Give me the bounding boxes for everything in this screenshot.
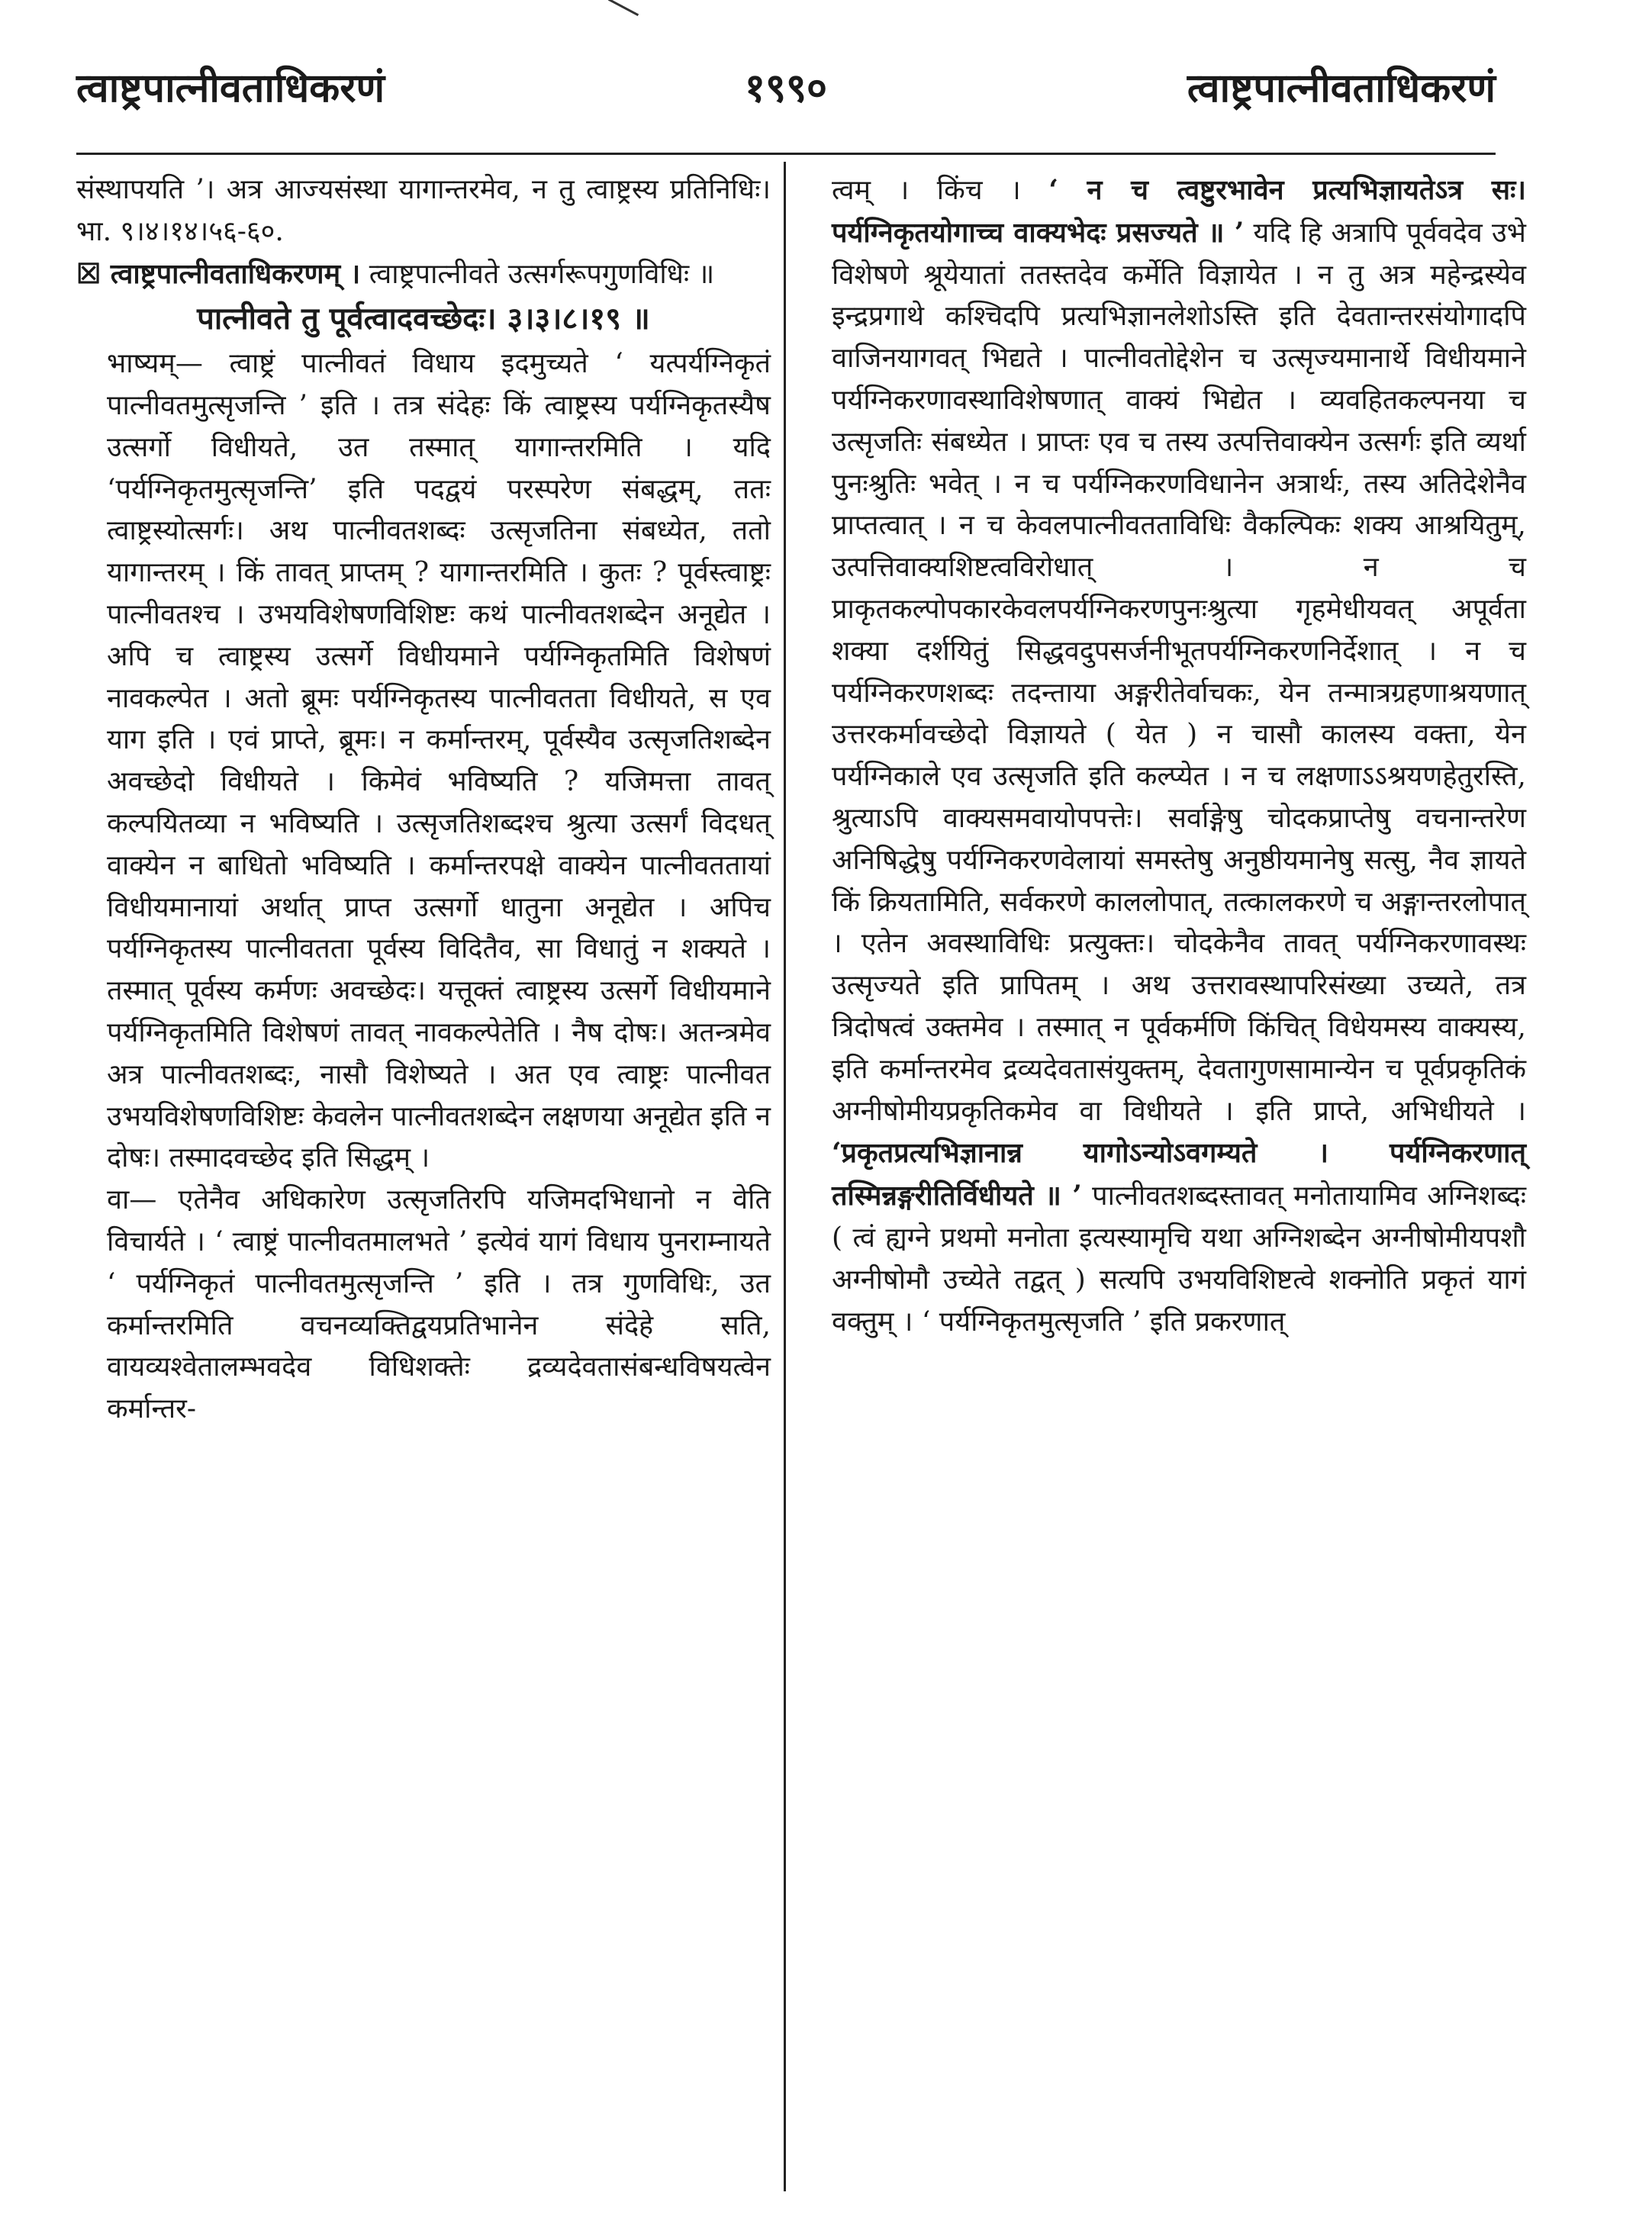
section-title: ☒ त्वाष्ट्रपात्नीवताधिकरणम् । — [76, 257, 361, 290]
vartika-paragraph: वा— एतेनैव अधिकारेण उत्सृजतिरपि यजिमदभिधानो न वेति विचार्यते । ‘ त्वाष्ट्रं पात्नीवतमालभते ’ इत्येवं यागं विधाय पुनराम्नायते ‘ पर्यग्निकृतं पात्नीवतमुत्सृजन्ति ’ इति । तत्र गुणविधिः, उत कर्मान्तरमिति वचनव्यक्तिद्वयप्रतिभानेन संदेहे सति, वायव्यश्वेतालम्भवदेव विधिशक्तेः द्रव्यदेवतासंबन्धविषयत्वेन कर्मान्तर- — [107, 1184, 771, 1425]
left-column — [76, 169, 771, 1431]
right-column — [832, 169, 1526, 1343]
paragraph-start: त्वम् । किंच । — [832, 175, 1021, 206]
right-paragraph-1 — [832, 169, 1526, 1343]
sutra-line: पात्नीवते तु पूर्वत्वादवच्छेदः। ३।३।८।१९ ॥ — [197, 301, 650, 337]
page-number: १९९० — [744, 65, 828, 111]
header-rule — [76, 153, 1496, 155]
paragraph-continuation: संस्थापयति ’। अत्र आज्यसंस्था यागान्तरमेव, न तु त्वाष्ट्रस्य प्रतिनिधिः। भा. ९।४।१४।५६-६०. — [76, 174, 771, 247]
verse-quote-2: ‘प्रकृतप्रत्यभिज्ञानान्न यागोऽन्योऽवगम्यते । पर्यग्निकरणात् तस्मिन्नङ्गरीतिर्विधीयते ॥ ’ — [832, 1137, 1526, 1212]
verse-quote-1: ‘ न च त्वष्टुरभावेन प्रत्यभिज्ञायतेऽत्र सः। पर्यग्निकृतयोगाच्च वाक्यभेदः प्रसज्यते ॥ ’ — [832, 174, 1526, 249]
running-head-left: त्वाष्ट्रपात्नीवताधिकरणं — [76, 65, 385, 111]
page-header — [76, 60, 1496, 128]
section-subtitle: त्वाष्ट्रपात्नीवते उत्सर्गरूपगुणविधिः ॥ — [369, 258, 715, 290]
column-divider — [784, 162, 786, 2191]
paragraph-final: पात्नीवतशब्दस्तावत् मनोतायामिव अग्निशब्दः ( त्वं ह्यग्ने प्रथमो मनोता इत्यस्यामृचि यथा अग्निशब्देन अग्नीषोमीयपशौ अग्नीषोमौ उच्येते तद्वत् ) सत्यपि उभयविशिष्टत्वे शक्नोति प्रकृतं यागं वक्तुम् । ‘ पर्यग्निकृतमुत्सृजति ’ इति प्रकरणात् — [832, 1180, 1526, 1338]
scan-mark — [608, 0, 639, 16]
paragraph-body: यदि हि अत्रापि पूर्ववदेव उभे विशेषणे श्रूयेयातां ततस्तदेव कर्मेति विज्ञायेत । न तु अत्र महेन्द्रस्येव इन्द्रप्रगाथे कश्चिदपि प्रत्यभिज्ञानलेशोऽस्ति इति देवतान्तरसंयोगादपि वाजिनयागवत् भिद्यते । पात्नीवतोद्देशेन च उत्सृज्यमानार्थे विधीयमाने पर्यग्निकरणावस्थाविशेषणात् वाक्यं भिद्येत । व्यवहितकल्पनया च उत्सृजतिः संबध्येत । प्राप्तः एव च तस्य उत्पत्तिवाक्येन उत्सर्गः इति व्यर्था पुनःश्रुतिः भवेत् । न च पर्यग्निकरणविधानेन अत्रार्थः, तस्य अतिदेशेनैव प्राप्तत्वात् । न च केवलपात्नीवतताविधिः वैकल्पिकः शक्य आश्रयितुम्, उत्पत्तिवाक्यशिष्टत्वविरोधात् । न च प्राकृतकल्पोपकारकेवलपर्यग्निकरणपुनःश्रुत्या गृहमेधीयवत् अपूर्वता शक्या दर्शयितुं सिद्धवदुपसर्जनीभूतपर्यग्निकरणनिर्देशात् । न च पर्यग्निकरणशब्दः तदन्ताया अङ्गरीतेर्वाचकः, येन तन्मात्रग्रहणाश्रयणात् उत्तरकर्मावच्छेदो विज्ञायते ( येत ) न चासौ कालस्य वक्ता, येन पर्यग्निकाले एव उत्सृजति इति कल्प्येत । न च लक्षणाऽऽश्रयणहेतुरस्ति, श्रुत्याऽपि वाक्यसमवायोपपत्तेः। सर्वाङ्गेषु चोदकप्राप्तेषु वचनान्तरेण अनिषिद्धेषु पर्यग्निकरणवेलायां समस्तेषु अनुष्ठीयमानेषु सत्सु, नैव ज्ञायते किं क्रियतामिति, सर्वकरणे काललोपात्, तत्कालकरणे च अङ्गान्तरलोपात् । एतेन अवस्थाविधिः प्रत्युक्तः। चोदकेनैव तावत् पर्यग्निकरणावस्थः उत्सृज्यते इति प्रापितम् । अथ उत्तरावस्थापरिसंख्या उच्यते, तत्र त्रिदोषत्वं उक्तमेव । तस्मात् न पूर्वकर्मणि किंचित् विधेयमस्य वाक्यस्य, इति कर्मान्तरमेव द्रव्यदेवतासंयुक्तम्, देवतागुणसामान्येन च पूर्वप्रकृतिकं अग्नीषोमीयप्रकृतिकमेव वा विधीयते । इति प्राप्ते, अभिधीयते । — [832, 217, 1526, 1127]
bhashya-paragraph: भाष्यम्— त्वाष्ट्रं पात्नीवतं विधाय इदमुच्यते ‘ यत्पर्यग्निकृतं पात्नीवतमुत्सृजन्ति ’ इति । तत्र संदेहः किं त्वाष्ट्रस्य पर्यग्निकृतस्यैष उत्सर्गो विधीयते, उत तस्मात् यागान्तरमिति । यदि ‘पर्यग्निकृतमुत्सृजन्ति’ इति पदद्वयं परस्परेण संबद्धम्, ततः त्वाष्ट्रस्योत्सर्गः। अथ पात्नीवतशब्दः उत्सृजतिना संबध्येत, ततो यागान्तरम् । किं तावत् प्राप्तम् ? यागान्तरमिति । कुतः ? पूर्वस्त्वाष्ट्रः पात्नीवतश्च । उभयविशेषणविशिष्टः कथं पात्नीवतशब्देन अनूद्येत । अपि च त्वाष्ट्रस्य उत्सर्गे विधीयमाने पर्यग्निकृतमिति विशेषणं नावकल्पेत । अतो ब्रूमः पर्यग्निकृतस्य पात्नीवतता विधीयते, स एव याग इति । एवं प्राप्ते, ब्रूमः। न कर्मान्तरम्, पूर्वस्यैव उत्सृजतिशब्देन अवच्छेदो विधीयते । किमेवं भविष्यति ? यजिमत्ता तावत् कल्पयितव्या न भविष्यति । उत्सृजतिशब्दश्च श्रुत्या उत्सर्गं विदधत् वाक्येन न बाधितो भविष्यति । कर्मान्तरपक्षे वाक्येन पात्नीवततायां विधीयमानायां अर्थात् प्राप्त उत्सर्गो धातुना अनूद्येत । अपिच पर्यग्निकृतस्य पात्नीवतता पूर्वस्य विदितैव, सा विधातुं न शक्यते । तस्मात् पूर्वस्य कर्मणः अवच्छेदः। यत्तूक्तं त्वाष्ट्रस्य उत्सर्गे विधीयमाने पर्यग्निकृतमिति विशेषणं तावत् नावकल्पेतेति । नैष दोषः। अतन्त्रमेव अत्र पात्नीवतशब्दः, नासौ विशेष्यते । अत एव त्वाष्ट्रः पात्नीवत उभयविशेषणविशिष्टः केवलेन पात्नीवतशब्देन लक्षणया अनूद्येत इति न दोषः। तस्मादवच्छेद इति सिद्धम् । — [107, 348, 771, 1174]
running-head-right: त्वाष्ट्रपात्नीवताधिकरणं — [1187, 65, 1496, 111]
section-heading — [76, 253, 771, 296]
